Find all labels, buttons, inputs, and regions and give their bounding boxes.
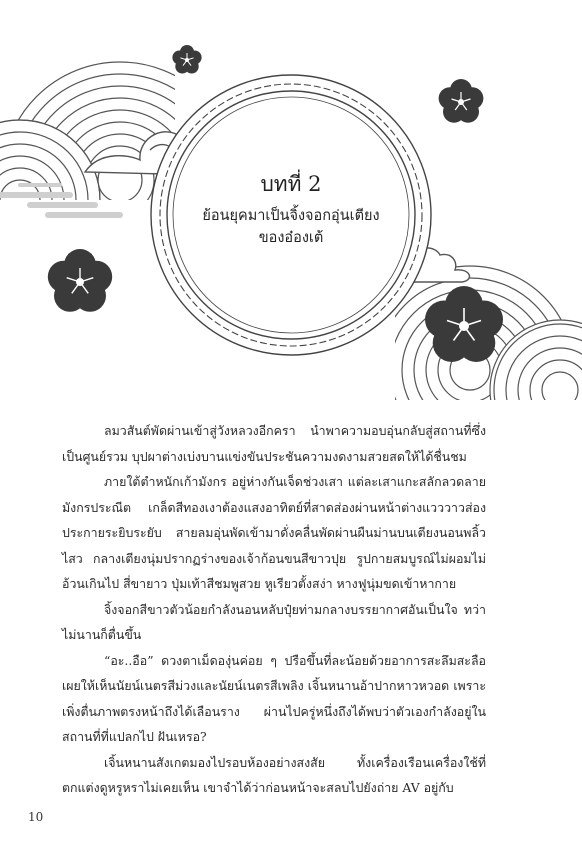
paragraph: จิ้งจอกสีขาวตัวน้อยกำลังนอนหลับปุ๋ยท่ามกลางบรรยากาศอันเป็นใจ ทว่าไม่นานก็ตื่นขึ้น bbox=[62, 601, 486, 642]
page-number: 10 bbox=[28, 810, 44, 824]
paragraph: ลมวสันต์พัดผ่านเข้าสู่วังหลวงอีกครา นำพาความอบอุ่นกลับสู่สถานที่ซึ่งเป็นศูนย์รวม บุปผาต่างเบ่งบานแข่งขันประชันความงดงามสวยสดให้ได้ชื่นชม bbox=[62, 423, 486, 464]
paragraph: เจิ้นหนานสังเกตมองไปรอบห้องอย่างสงสัย ทั้งเครื่องเรือนเครื่องใช้ที่ตกแต่งดูหรูหราไม่เคยเห็น เขาจำได้ว่าก่อนหน้าจะสลบไปยังถ่าย AV อยู่กับ bbox=[62, 754, 486, 795]
chapter-heading bbox=[191, 160, 391, 249]
plum-blossom-small bbox=[172, 45, 201, 74]
chapter-title-line-1: ย้อนยุคมาเป็นจิ้งจอกอุ่นเตียง bbox=[202, 208, 380, 224]
plum-blossom-top-right bbox=[439, 79, 484, 123]
paragraph: ภายใต้ตำหนักเก้ามังกร อยู่ห่างกันเจ็ดช่วงเสา แต่ละเสาแกะสลักลวดลายมังกรประณีต เกล็ดสีทองเงาต้องแสงอาทิตย์ที่สาดส่องผ่านหน้าต่างแวววาวส่องประกายระยิบระยับ สายลมอุ่นพัดเข้ามาดั่งคลื่นพัดผ่านผืนม่านบนเตียงนอนพลิ้วไสว กลางเตียงนุ่มปรากฏร่างของเจ้าก้อนขนสีขาวปุย รูปกายสมบูรณ์ไม่ผอมไม่อ้วนเกินไป สี่ขายาว ปุ่มเท้าสีชมพูสวย หูเรียวตั้งสง่า หางฟูนุ่มขดเข้าหากาย bbox=[62, 474, 486, 591]
chapter-body bbox=[62, 418, 486, 801]
chapter-title-line-2: ของอ๋องเต้ bbox=[258, 230, 324, 246]
chapter-number: บทที่ 2 bbox=[260, 172, 322, 196]
plum-blossom-left bbox=[48, 249, 112, 312]
paragraph: “อะ..อือ” ดวงตาเม็ดองุ่นค่อย ๆ ปรือขึ้นที่ละน้อยด้วยอาการสะลึมสะลือ เผยให้เห็นนัยน์เนตรสีม่วงและนัยน์เนตรสีเพลิง เจิ้นหนานอ้าปากหาวหวอด เพราะเพิ่งตื่นภาพตรงหน้าถึงได้เลือนราง ผ่านไปครู่หนึ่งถึงได้พบว่าตัวเองกำลังอยู่ในสถานที่ที่แปลกไป ฝันเหรอ? bbox=[62, 652, 486, 744]
